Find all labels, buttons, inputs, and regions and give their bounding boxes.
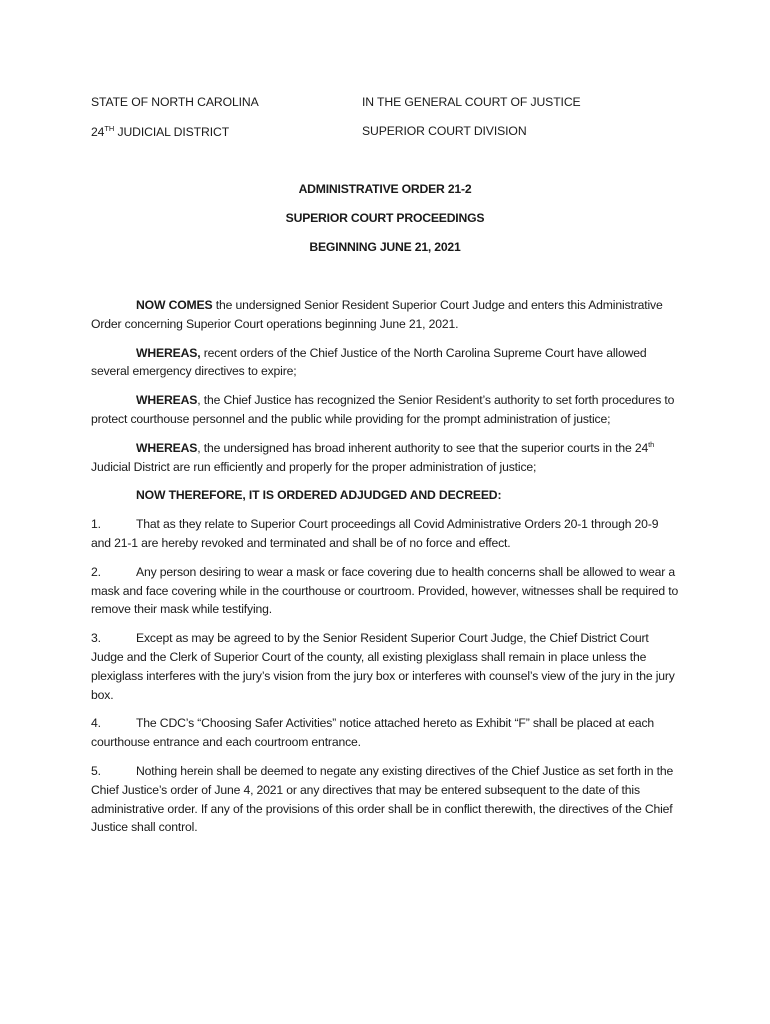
item-text: Any person desiring to wear a mask or face covering due to health concerns shall be allowed to wear a mask and face covering while in the courthouse or courtroom. Provided, however, witnesses shall be required to remove their mask while testifying.	[91, 564, 679, 617]
whereas-text-tail: Judicial District are run efficiently and properly for the proper administration of justice;	[91, 459, 537, 474]
caption-district-label: JUDICIAL DISTRICT	[114, 125, 230, 140]
order-item	[91, 762, 681, 837]
item-text: Except as may be agreed to by the Senior Resident Superior Court Judge, the Chief District Court Judge and the Clerk of Superior Court of the county, all existing plexiglass shall remain in place unless the plexiglass interferes with the jury’s vision from the jury box or interferes with counsel’s view of the jury in the jury box.	[91, 631, 675, 702]
whereas-lead: WHEREAS	[136, 393, 198, 408]
whereas-text: , the undersigned has broad inherent authority to see that the superior courts in the	[197, 440, 635, 455]
whereas-text: , the Chief Justice has recognized the Senior Resident’s authority to set forth procedures to protect courthouse personnel and the public while providing for the prompt administration of justice;	[91, 393, 675, 426]
whereas-lead: WHEREAS	[136, 440, 198, 455]
item-number: 2.	[91, 564, 101, 579]
order-item	[91, 629, 681, 704]
order-item	[91, 515, 681, 553]
item-number: 5.	[91, 763, 101, 778]
item-number: 4.	[91, 716, 101, 731]
whereas-paragraph	[91, 344, 681, 382]
item-text: The CDC’s “Choosing Safer Activities” notice attached hereto as Exhibit “F” shall be placed at each courthouse entrance and each courtroom entrance.	[91, 716, 655, 750]
caption-row-1	[91, 95, 691, 109]
intro-lead: NOW COMES	[136, 298, 213, 312]
order-effective-date: BEGINNING JUNE 21, 2021	[309, 240, 461, 254]
caption-district	[91, 125, 229, 139]
whereas-paragraph	[91, 439, 681, 477]
caption-row-2	[91, 124, 691, 139]
whereas-text: recent orders of the Chief Justice of the North Carolina Supreme Court have allowed several emergency directives to expire;	[91, 345, 647, 379]
caption-district-number: 24	[91, 125, 105, 140]
whereas-lead: WHEREAS,	[136, 345, 201, 360]
item-number: 1.	[91, 517, 101, 532]
order-item	[91, 714, 681, 752]
caption-court: IN THE GENERAL COURT OF JUSTICE	[362, 95, 581, 109]
caption-state: STATE OF NORTH CAROLINA	[91, 95, 259, 109]
item-text: Nothing herein shall be deemed to negate any existing directives of the Chief Justice as set forth in the Chief Justice’s order of June 4, 2021 or any directives that may be entered subsequent to the date of this administrative order. If any of the provisions of this order shall be in conflict therewith, the directives of the Chief Justice shall control.	[91, 763, 674, 835]
district-number: 24	[634, 440, 649, 455]
intro-paragraph	[91, 296, 681, 334]
caption-district-ordinal: TH	[104, 124, 115, 133]
intro-text: the undersigned Senior Resident Superior Court Judge and enters this Administrative Order concerning Superior Court operations beginning June 21, 2021.	[91, 298, 663, 331]
district-ordinal: th	[648, 439, 655, 449]
caption-division: SUPERIOR COURT DIVISION	[362, 124, 527, 138]
whereas-paragraph	[91, 391, 681, 429]
decree-heading: NOW THEREFORE, IT IS ORDERED ADJUDGED AND DECREED:	[136, 488, 502, 503]
item-number: 3.	[91, 631, 101, 646]
item-text: That as they relate to Superior Court proceedings all Covid Administrative Orders 20-1 through 20-9 and 21-1 are hereby revoked and terminated and shall be of no force and effect.	[91, 517, 659, 550]
order-title: ADMINISTRATIVE ORDER 21-2	[298, 182, 472, 196]
order-subtitle: SUPERIOR COURT PROCEEDINGS	[285, 211, 485, 225]
order-item	[91, 563, 681, 619]
order-body	[91, 296, 681, 847]
